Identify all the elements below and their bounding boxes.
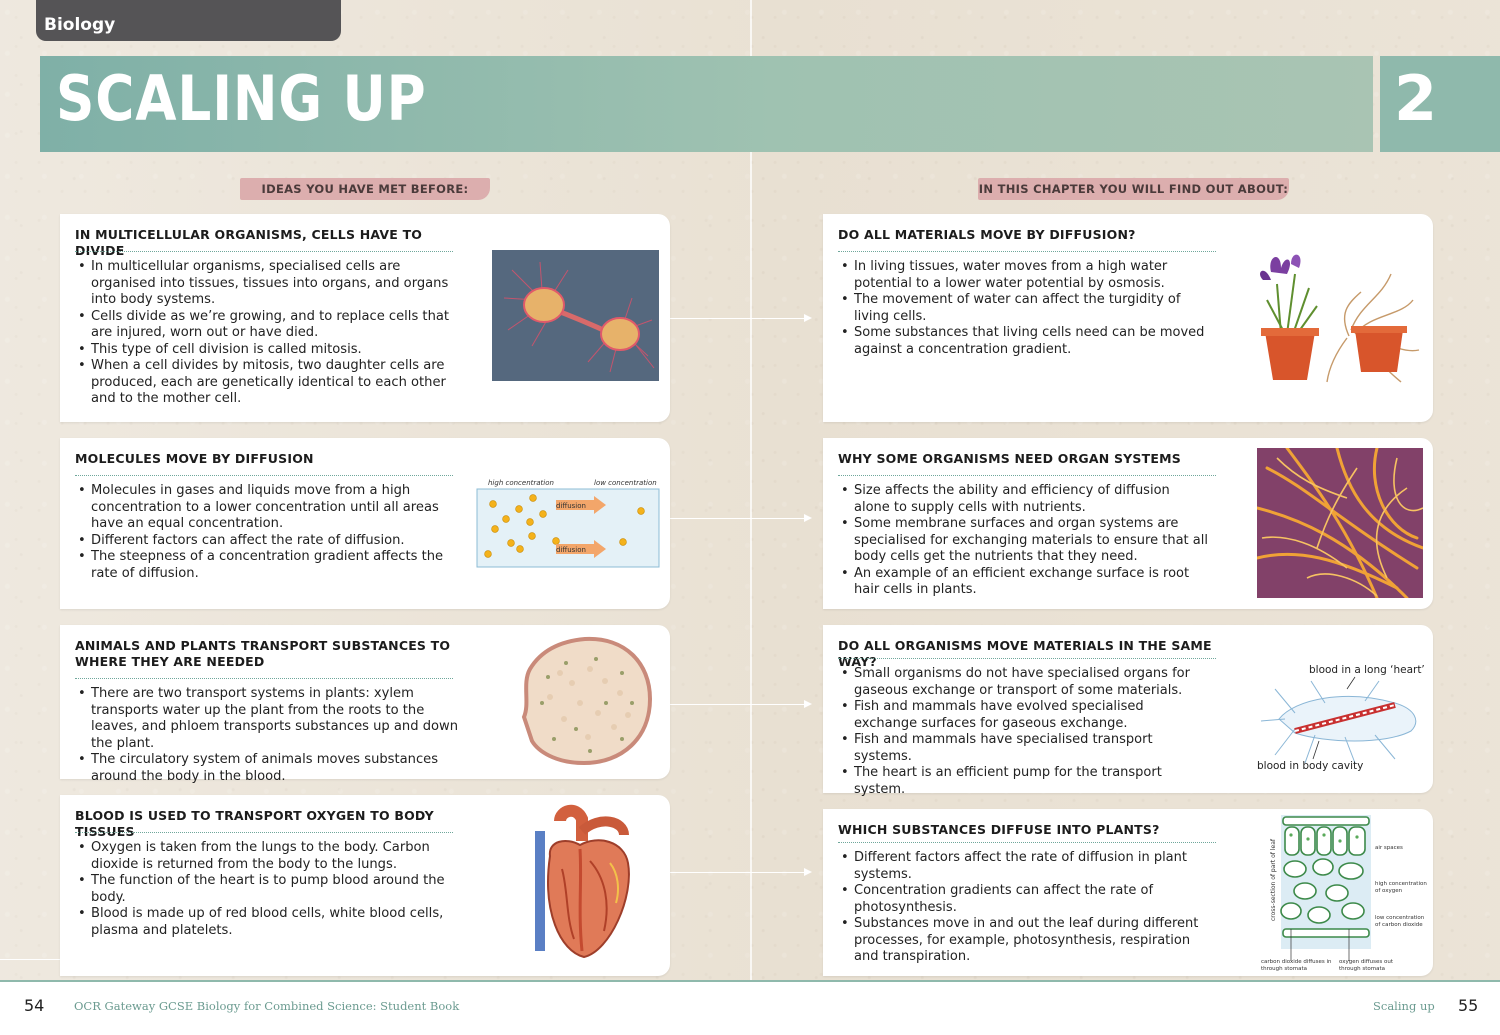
bullet-item: • The circulatory system of animals moves substances around the body in the blood. (75, 752, 460, 785)
bullet-item: • This type of cell division is called mitosis. (75, 342, 460, 359)
bullet-item: • The steepness of a concentration gradient affects the rate of diffusion. (75, 549, 460, 582)
card-heading: WHICH SUBSTANCES DIFFUSE INTO PLANTS? (838, 822, 1160, 837)
plant-stem-cross-section (510, 633, 660, 771)
bullet-item: • Concentration gradients can affect the rate of photosynthesis. (838, 883, 1208, 916)
right-page-number: 55 (1458, 996, 1479, 1015)
connector-arrow (670, 318, 810, 319)
bullet-item: • There are two transport systems in plants: xylem transports water up the plant from the roots to the leaves, and phloem transports substances up and down the plant. (75, 686, 460, 752)
divider (75, 475, 453, 476)
card-heading: DO ALL ORGANISMS MOVE MATERIALS IN THE SAME WAY? (838, 638, 1212, 669)
bullet-item: • The movement of water can affect the turgidity of living cells. (838, 292, 1208, 325)
diffusion-arrow-label: diffusion (556, 502, 586, 510)
bullet-list (75, 259, 460, 408)
card-diffuse-plants (823, 809, 1433, 976)
card-heading: IN MULTICELLULAR ORGANISMS, CELLS HAVE TO DIVIDE (75, 227, 423, 258)
bullet-item: • Fish and mammals have specialised transport systems. (838, 732, 1208, 765)
bullet-item: • Some membrane surfaces and organ systems are specialised for exchanging materials to ensure that all body cells get the nutrients that they need. (838, 516, 1208, 566)
heart-illustration (520, 801, 644, 965)
low-co2-label: low concentration of carbon dioxide (1375, 915, 1425, 928)
divider (838, 475, 1216, 476)
insect-circulation-diagram (1255, 659, 1431, 775)
high-oxygen-label: high concentration of oxygen (1375, 881, 1427, 894)
leaf-cross-section-diagram (1261, 811, 1431, 975)
connector-arrow (670, 518, 810, 519)
divider (838, 251, 1216, 252)
bullet-item: • Cells divide as we’re growing, and to replace cells that are injured, worn out or have died. (75, 309, 460, 342)
bullet-item: • Some substances that living cells need can be moved against a concentration gradient. (838, 325, 1208, 358)
bullet-item: • Different factors affect the rate of diffusion in plant systems. (838, 850, 1208, 883)
card-organ-systems (823, 438, 1433, 609)
high-concentration-label: high concentration (488, 479, 554, 487)
bullet-item: • Blood is made up of red blood cells, white blood cells, plasma and platelets. (75, 906, 460, 939)
divider (838, 842, 1216, 843)
connector-arrow (670, 704, 810, 705)
bullet-item: • Substances move in and out the leaf during different processes, for example, photosynthesis, respiration and transpiration. (838, 916, 1208, 966)
book-title: OCR Gateway GCSE Biology for Combined Science: Student Book (74, 999, 460, 1013)
find-out-about-tag: IN THIS CHAPTER YOU WILL FIND OUT ABOUT: (978, 178, 1289, 200)
bullet-item: • The heart is an efficient pump for the transport system. (838, 765, 1208, 798)
divider (75, 251, 453, 252)
bullet-item: • In multicellular organisms, specialised cells are organised into tissues, tissues into organs, and organs into body systems. (75, 259, 460, 309)
o2-diffuses-out-label: oxygen diffuses out through stomata (1339, 959, 1393, 972)
bullet-item: • Fish and mammals have evolved specialised exchange surfaces for gaseous exchange. (838, 699, 1208, 732)
card-diffusion (60, 438, 670, 609)
connector-arrow (670, 872, 810, 873)
page-footer (0, 980, 1500, 1035)
bullet-item: • Different factors can affect the rate of diffusion. (75, 533, 460, 550)
bullet-item: • When a cell divides by mitosis, two daughter cells are produced, each are genetically identical to each other and to the mother cell. (75, 358, 460, 408)
bullet-list (838, 483, 1208, 599)
bullet-item: • Molecules in gases and liquids move from a high concentration to a lower concentration until all areas have an equal concentration. (75, 483, 460, 533)
card-heading: MOLECULES MOVE BY DIFFUSION (75, 451, 314, 466)
dividing-cell-photo (492, 250, 659, 381)
card-heading: WHY SOME ORGANISMS NEED ORGAN SYSTEMS (838, 451, 1181, 466)
air-spaces-label: air spaces (1375, 845, 1403, 851)
bullet-item: • Oxygen is taken from the lungs to the body. Carbon dioxide is returned from the body to the lungs. (75, 840, 460, 873)
blood-in-body-cavity-label: blood in body cavity (1257, 760, 1364, 772)
section-title: Scaling up (1373, 999, 1435, 1013)
divider (75, 678, 453, 679)
bullet-item: • Small organisms do not have specialised organs for gaseous exchange or transport of some materials. (838, 666, 1208, 699)
chapter-title: SCALING UP (56, 62, 427, 135)
bullet-list (75, 483, 460, 582)
ideas-met-before-tag: IDEAS YOU HAVE MET BEFORE: (240, 178, 490, 200)
card-heading: DO ALL MATERIALS MOVE BY DIFFUSION? (838, 227, 1136, 242)
card-heading: ANIMALS AND PLANTS TRANSPORT SUBSTANCES TO WHERE THEY ARE NEEDED (75, 638, 451, 669)
bullet-list (75, 686, 460, 785)
bullet-list (75, 840, 460, 939)
leaf-section-side-label: cross-section of part of leaf (1270, 839, 1277, 921)
divider (838, 658, 1216, 659)
root-hair-micrograph (1257, 448, 1423, 598)
chapter-number: 2 (1380, 56, 1500, 152)
card-transport (60, 625, 670, 784)
diffusion-arrow-label: diffusion (556, 546, 586, 554)
blood-in-heart-label: blood in a long ‘heart’ (1309, 664, 1425, 676)
chapter-banner (40, 56, 1373, 152)
bullet-list (838, 850, 1208, 966)
bullet-list (838, 666, 1208, 798)
plant-pots-photo (1251, 244, 1421, 386)
low-concentration-label: low concentration (594, 479, 657, 487)
co2-diffuses-in-label: carbon dioxide diffuses in through stomata (1261, 959, 1332, 972)
card-cells-divide (60, 214, 670, 422)
divider (75, 832, 453, 833)
card-blood (60, 795, 670, 976)
bullet-list (838, 259, 1208, 358)
card-materials-diffusion (823, 214, 1433, 422)
subject-tab: Biology (36, 0, 341, 41)
card-heading: BLOOD IS USED TO TRANSPORT OXYGEN TO BODY TISSUES (75, 808, 434, 839)
left-page-number: 54 (24, 996, 45, 1015)
bullet-item: • In living tissues, water moves from a high water potential to a lower water potential by osmosis. (838, 259, 1208, 292)
bullet-item: • The function of the heart is to pump blood around the body. (75, 873, 460, 906)
card-same-way (823, 625, 1433, 797)
bullet-item: • An example of an efficient exchange surface is root hair cells in plants. (838, 566, 1208, 599)
connector-line (0, 959, 60, 960)
diffusion-diagram (476, 476, 662, 568)
bullet-item: • Size affects the ability and efficiency of diffusion alone to supply cells with nutrients. (838, 483, 1208, 516)
